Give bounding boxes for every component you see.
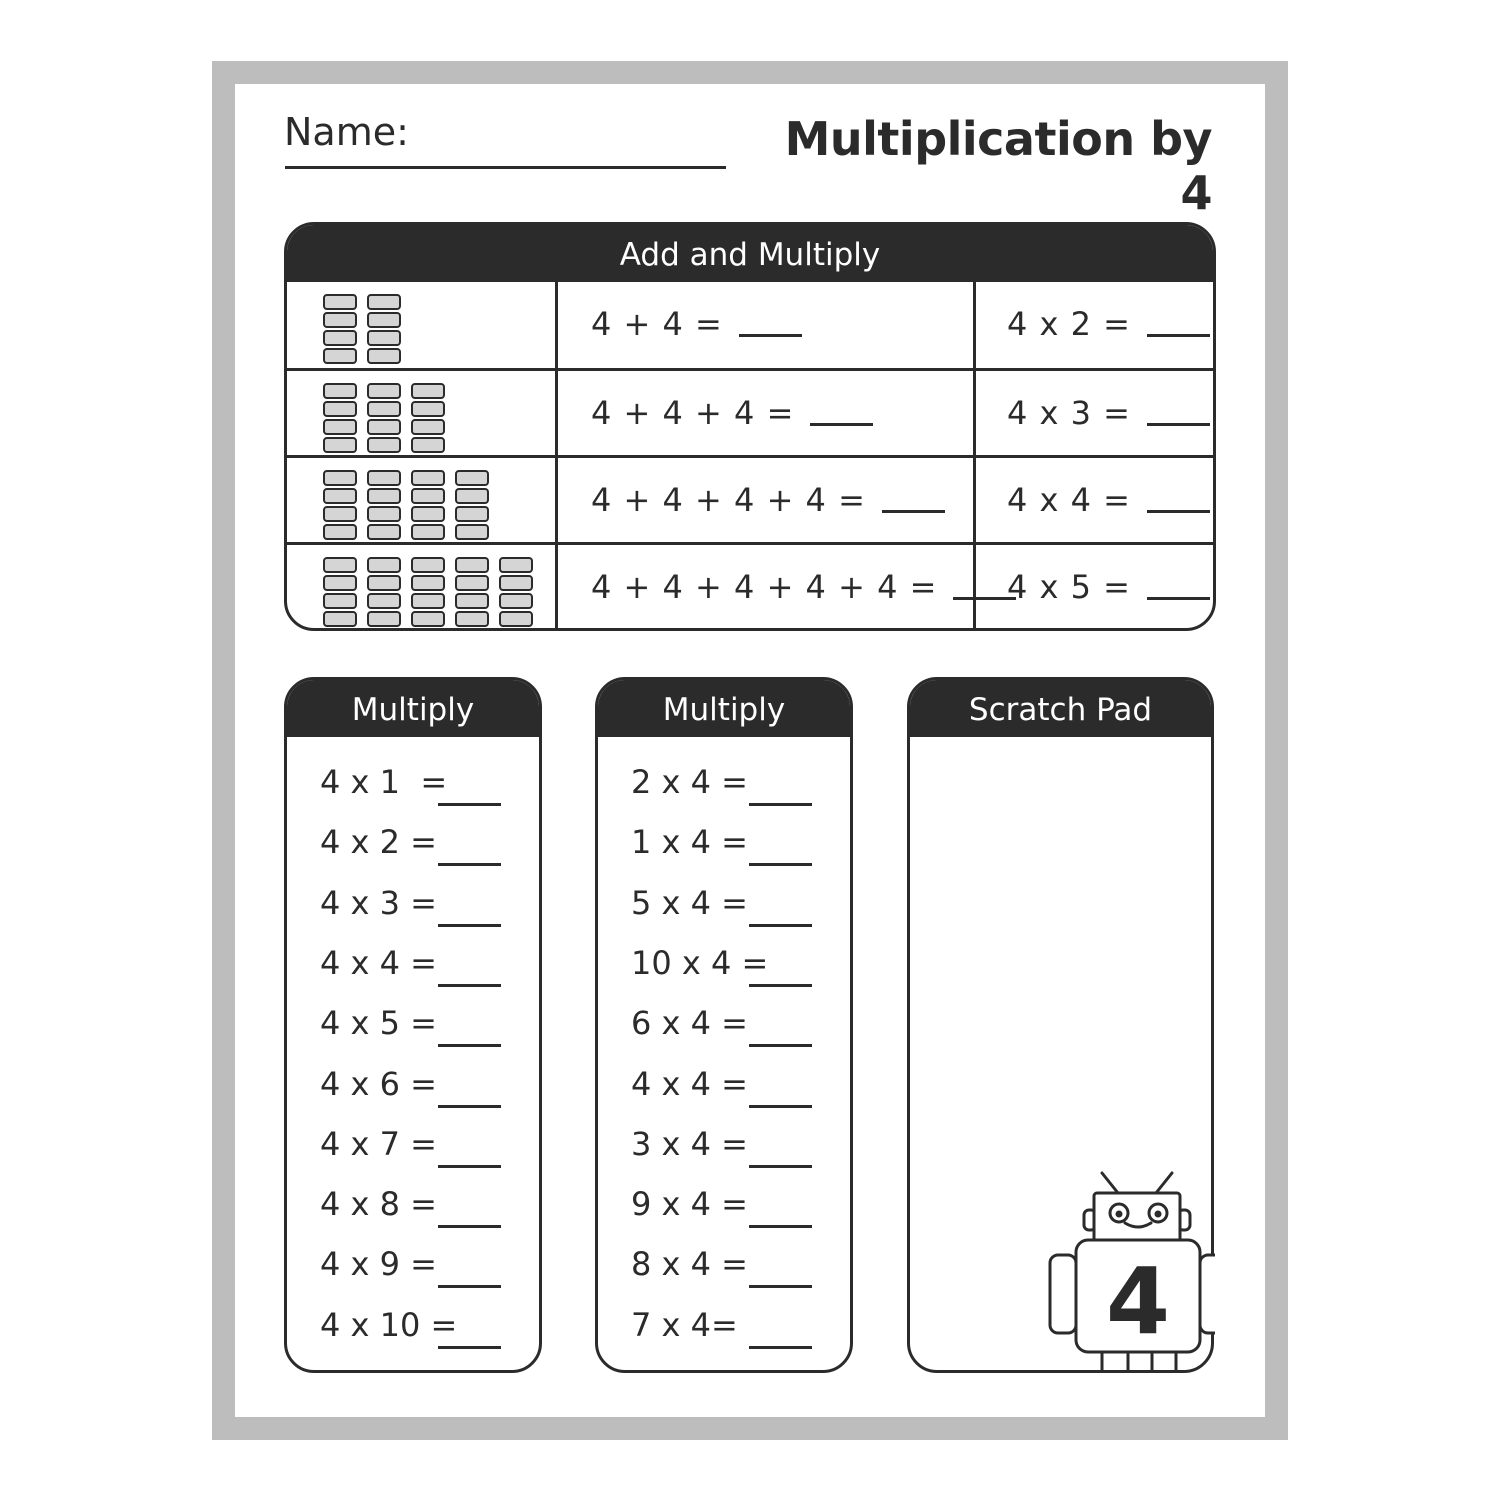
block-stack xyxy=(499,557,533,627)
answer-blank[interactable] xyxy=(438,803,501,806)
block xyxy=(499,575,533,591)
problem-text: 7 x 4= xyxy=(631,1305,738,1344)
block xyxy=(455,470,489,486)
problem-row xyxy=(287,1235,539,1295)
problem-row xyxy=(598,934,850,994)
problem-row xyxy=(598,1235,850,1295)
problem-text: 4 x 1 = xyxy=(320,763,448,801)
multiplication-equation: 4 x 3 = xyxy=(1007,394,1131,432)
block xyxy=(411,506,445,522)
block-group xyxy=(323,294,401,364)
answer-blank[interactable] xyxy=(438,1346,501,1349)
block xyxy=(323,470,357,486)
problem-text: 6 x 4 = xyxy=(631,1004,748,1043)
answer-blank[interactable] xyxy=(749,984,812,987)
block xyxy=(455,524,489,540)
answer-blank[interactable] xyxy=(1147,575,1210,600)
problem-row xyxy=(598,753,850,813)
block-group xyxy=(323,470,489,540)
answer-blank[interactable] xyxy=(749,1105,812,1108)
problem-row xyxy=(287,1055,539,1115)
answer-blank[interactable] xyxy=(1147,312,1210,337)
problem-text: 4 x 4 = xyxy=(631,1064,748,1103)
multiplication-equation: 4 x 4 = xyxy=(1007,481,1131,519)
block-stack xyxy=(323,557,357,627)
problem-text: 4 x 4 = xyxy=(320,943,437,982)
block xyxy=(455,611,489,627)
block xyxy=(323,593,357,609)
block xyxy=(367,348,401,364)
problem-row xyxy=(287,994,539,1054)
multiply-panel-2-header: Multiply xyxy=(598,680,850,737)
block xyxy=(499,557,533,573)
block xyxy=(367,312,401,328)
answer-blank[interactable] xyxy=(749,1346,812,1349)
multiply-panel-2 xyxy=(595,677,853,1373)
block xyxy=(367,488,401,504)
block xyxy=(367,506,401,522)
multiply-panel-1 xyxy=(284,677,542,1373)
answer-blank[interactable] xyxy=(438,863,501,866)
answer-blank[interactable] xyxy=(438,1105,501,1108)
answer-blank[interactable] xyxy=(749,803,812,806)
problem-text: 3 x 4 = xyxy=(631,1124,748,1163)
block-stack xyxy=(411,557,445,627)
robot-number: 4 xyxy=(1105,1248,1171,1355)
problem-text: 5 x 4 = xyxy=(631,883,748,922)
multiplication-equation: 4 x 5 = xyxy=(1007,568,1131,606)
add-and-multiply-table xyxy=(284,222,1216,631)
addition-equation: 4 + 4 + 4 + 4 + 4 = xyxy=(591,568,938,606)
answer-blank[interactable] xyxy=(749,863,812,866)
block xyxy=(323,575,357,591)
block xyxy=(499,593,533,609)
answer-blank[interactable] xyxy=(749,1285,812,1288)
problem-row xyxy=(598,1296,850,1356)
addition-equation: 4 + 4 + 4 + 4 = xyxy=(591,481,866,519)
name-line[interactable] xyxy=(285,166,726,169)
block-stack xyxy=(367,557,401,627)
block xyxy=(455,506,489,522)
table-row xyxy=(287,542,1213,629)
problem-text: 2 x 4 = xyxy=(631,763,748,801)
answer-blank[interactable] xyxy=(749,1044,812,1047)
table-row xyxy=(287,368,1213,455)
block xyxy=(323,506,357,522)
problem-text: 4 x 8 = xyxy=(320,1185,437,1224)
block xyxy=(367,294,401,310)
block xyxy=(411,488,445,504)
answer-blank[interactable] xyxy=(739,312,802,337)
problem-text: 4 x 2 = xyxy=(320,823,437,862)
problem-text: 4 x 3 = xyxy=(320,883,437,922)
block xyxy=(367,401,401,417)
block-stack xyxy=(323,383,357,453)
block xyxy=(367,383,401,399)
answer-blank[interactable] xyxy=(749,1165,812,1168)
answer-blank[interactable] xyxy=(749,1225,812,1228)
problem-row xyxy=(287,753,539,813)
block xyxy=(455,575,489,591)
problem-row xyxy=(287,813,539,873)
problem-row xyxy=(598,813,850,873)
block xyxy=(367,524,401,540)
robot-icon xyxy=(1040,1165,1215,1375)
block xyxy=(367,575,401,591)
block-stack xyxy=(323,294,357,364)
block xyxy=(411,383,445,399)
block xyxy=(367,593,401,609)
block xyxy=(367,611,401,627)
problem-row xyxy=(598,1055,850,1115)
block xyxy=(367,557,401,573)
block xyxy=(455,593,489,609)
block xyxy=(411,611,445,627)
block xyxy=(323,437,357,453)
block xyxy=(323,294,357,310)
table-row xyxy=(287,455,1213,542)
block xyxy=(411,419,445,435)
answer-blank[interactable] xyxy=(1147,488,1210,513)
problem-row xyxy=(287,874,539,934)
block xyxy=(367,330,401,346)
block-stack xyxy=(367,383,401,453)
problem-row xyxy=(598,1175,850,1235)
addition-equation: 4 + 4 = xyxy=(591,305,723,343)
multiplication-equation: 4 x 2 = xyxy=(1007,305,1131,343)
block xyxy=(367,437,401,453)
block xyxy=(411,593,445,609)
block xyxy=(323,488,357,504)
block xyxy=(411,470,445,486)
problem-row xyxy=(598,874,850,934)
block-stack xyxy=(411,383,445,453)
problem-row xyxy=(287,1175,539,1235)
problem-row xyxy=(287,1296,539,1356)
block xyxy=(411,524,445,540)
block xyxy=(411,437,445,453)
answer-blank[interactable] xyxy=(438,1285,501,1288)
answer-blank[interactable] xyxy=(749,924,812,927)
block xyxy=(323,401,357,417)
answer-blank[interactable] xyxy=(438,1044,501,1047)
block xyxy=(499,611,533,627)
block-stack xyxy=(411,470,445,540)
problem-text: 4 x 7 = xyxy=(320,1124,437,1163)
block xyxy=(411,557,445,573)
multiply-panel-1-header: Multiply xyxy=(287,680,539,737)
problem-text: 1 x 4 = xyxy=(631,823,748,862)
table-row xyxy=(287,282,1213,369)
block-group xyxy=(323,383,445,453)
block xyxy=(323,611,357,627)
block xyxy=(323,524,357,540)
block-stack xyxy=(367,470,401,540)
block-group xyxy=(323,557,533,627)
block xyxy=(411,401,445,417)
answer-blank[interactable] xyxy=(882,488,945,513)
answer-blank[interactable] xyxy=(438,1225,501,1228)
problem-text: 10 x 4 = xyxy=(631,943,769,982)
block xyxy=(323,383,357,399)
problem-text: 4 x 9 = xyxy=(320,1245,437,1284)
block xyxy=(367,419,401,435)
problem-text: 4 x 6 = xyxy=(320,1064,437,1103)
block-stack xyxy=(455,557,489,627)
problem-row xyxy=(598,1115,850,1175)
block-stack xyxy=(455,470,489,540)
problem-text: 4 x 10 = xyxy=(320,1305,458,1344)
answer-blank[interactable] xyxy=(438,984,501,987)
answer-blank[interactable] xyxy=(810,401,873,426)
block xyxy=(455,557,489,573)
addition-equation: 4 + 4 + 4 = xyxy=(591,394,795,432)
problem-row xyxy=(287,1115,539,1175)
block xyxy=(323,557,357,573)
page-title: Multiplication by 4 xyxy=(784,112,1212,220)
block xyxy=(455,488,489,504)
block xyxy=(323,330,357,346)
block xyxy=(411,575,445,591)
block xyxy=(323,312,357,328)
add-and-multiply-header: Add and Multiply xyxy=(287,225,1213,282)
block xyxy=(367,470,401,486)
scratch-pad-header: Scratch Pad xyxy=(910,680,1211,737)
block-stack xyxy=(367,294,401,364)
block xyxy=(323,348,357,364)
block-stack xyxy=(323,470,357,540)
problem-row xyxy=(598,994,850,1054)
problem-row xyxy=(287,934,539,994)
answer-blank[interactable] xyxy=(438,1165,501,1168)
problem-text: 8 x 4 = xyxy=(631,1245,748,1284)
block xyxy=(323,419,357,435)
answer-blank[interactable] xyxy=(1147,401,1210,426)
name-label: Name: xyxy=(284,110,409,154)
problem-text: 4 x 5 = xyxy=(320,1004,437,1043)
problem-text: 9 x 4 = xyxy=(631,1185,748,1224)
answer-blank[interactable] xyxy=(438,924,501,927)
